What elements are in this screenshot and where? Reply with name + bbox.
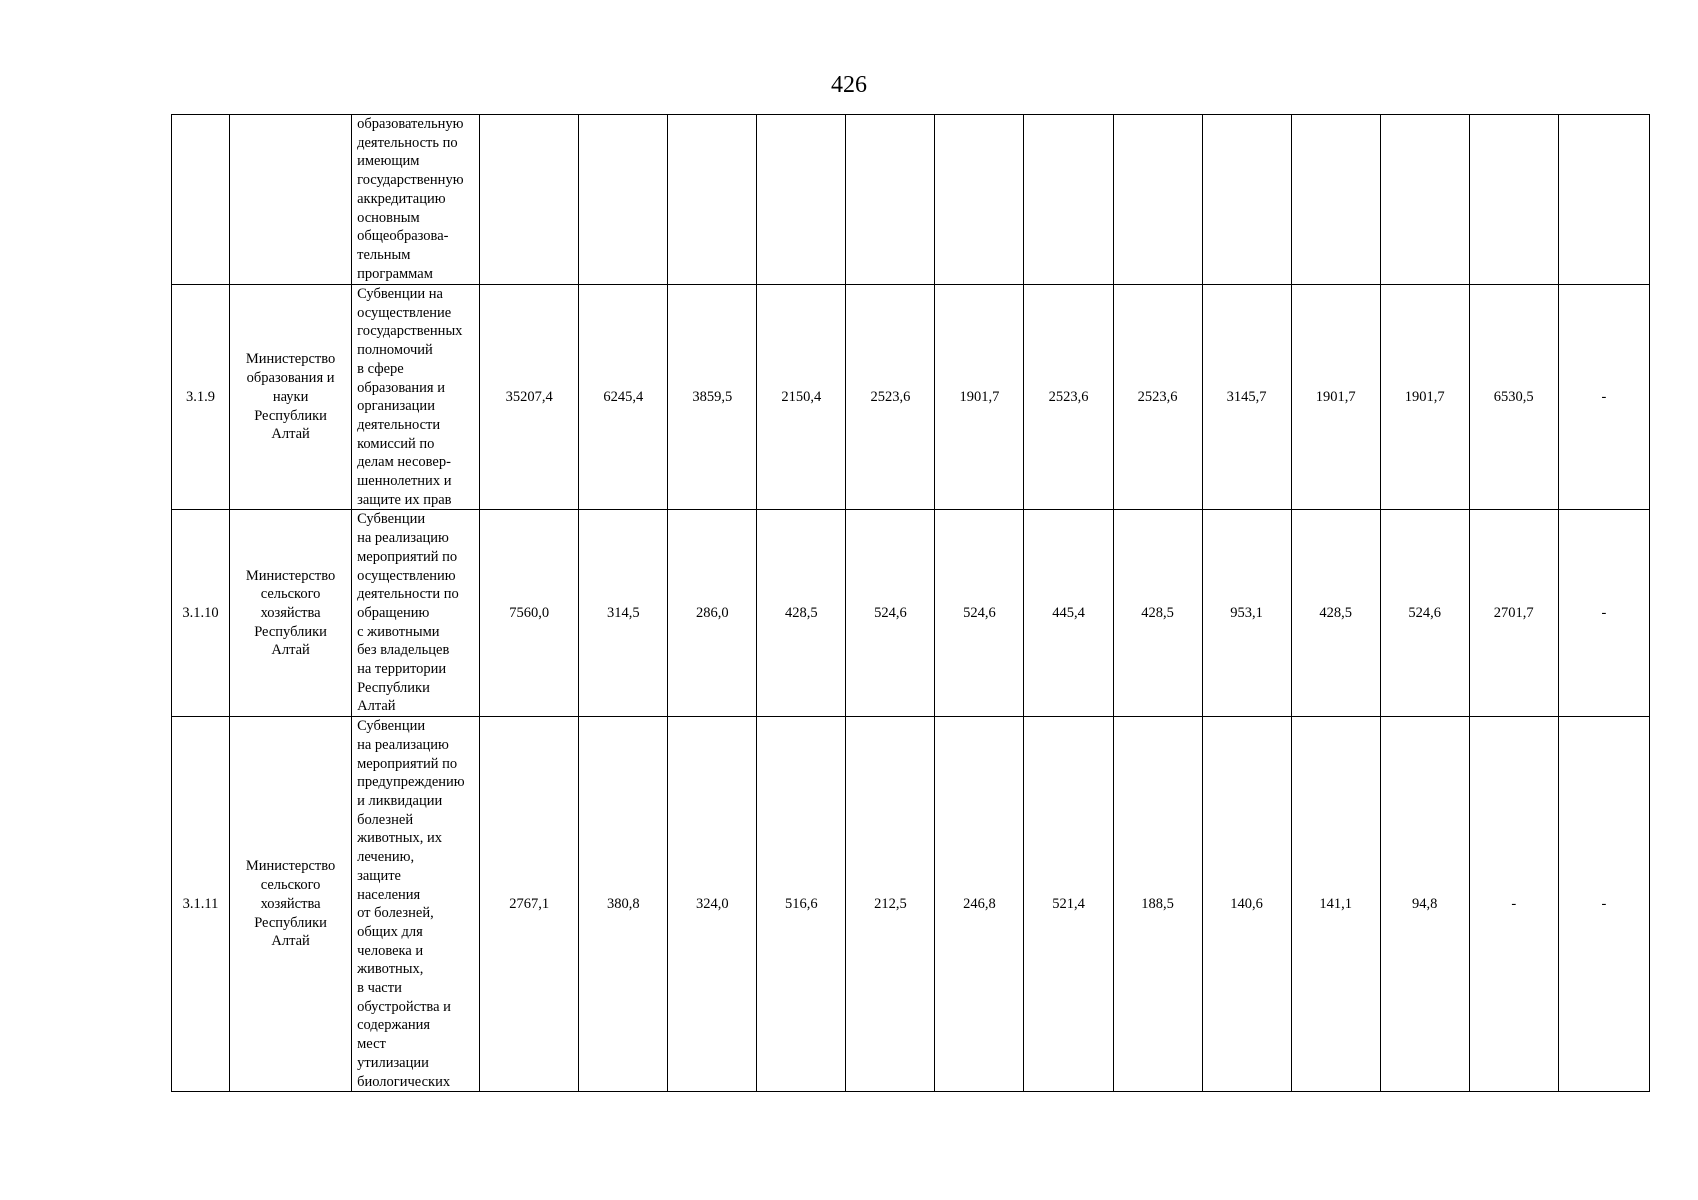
value-cell: 380,8 — [579, 717, 668, 1092]
value-cell: - — [1469, 717, 1558, 1092]
value-cell — [757, 115, 846, 285]
value-cell — [1291, 115, 1380, 285]
value-cell: - — [1558, 285, 1649, 510]
value-cell: 286,0 — [668, 510, 757, 717]
row-code — [172, 115, 230, 285]
value-cell: 6245,4 — [579, 285, 668, 510]
value-cell: 2767,1 — [480, 717, 579, 1092]
value-cell — [1380, 115, 1469, 285]
table-row — [172, 115, 1650, 285]
value-cell: 445,4 — [1024, 510, 1113, 717]
row-description: Субвенции на осуществление государственных полномочий в сфере образования и организации деятельности комиссий по делам несовер- шеннолетних и защите их прав — [352, 285, 480, 510]
value-cell: 2523,6 — [1113, 285, 1202, 510]
value-cell: 521,4 — [1024, 717, 1113, 1092]
value-cell: 524,6 — [846, 510, 935, 717]
row-organization: Министерство сельского хозяйства Республики Алтай — [230, 717, 352, 1092]
row-organization: Министерство образования и науки Республики Алтай — [230, 285, 352, 510]
value-cell: 3859,5 — [668, 285, 757, 510]
value-cell — [1558, 115, 1649, 285]
value-cell: 1901,7 — [935, 285, 1024, 510]
value-cell — [1113, 115, 1202, 285]
value-cell — [1469, 115, 1558, 285]
value-cell: 7560,0 — [480, 510, 579, 717]
value-cell: 953,1 — [1202, 510, 1291, 717]
value-cell: 94,8 — [1380, 717, 1469, 1092]
value-cell: 140,6 — [1202, 717, 1291, 1092]
value-cell: 428,5 — [1113, 510, 1202, 717]
value-cell — [1202, 115, 1291, 285]
value-cell: 6530,5 — [1469, 285, 1558, 510]
value-cell — [668, 115, 757, 285]
value-cell — [579, 115, 668, 285]
row-organization — [230, 115, 352, 285]
table-row — [172, 717, 1650, 1092]
value-cell — [480, 115, 579, 285]
value-cell: 141,1 — [1291, 717, 1380, 1092]
value-cell: 3145,7 — [1202, 285, 1291, 510]
row-code: 3.1.11 — [172, 717, 230, 1092]
value-cell — [1024, 115, 1113, 285]
value-cell: 2523,6 — [846, 285, 935, 510]
value-cell: 2523,6 — [1024, 285, 1113, 510]
value-cell: 324,0 — [668, 717, 757, 1092]
value-cell: 516,6 — [757, 717, 846, 1092]
table-row — [172, 285, 1650, 510]
value-cell: 212,5 — [846, 717, 935, 1092]
value-cell — [935, 115, 1024, 285]
value-cell: 35207,4 — [480, 285, 579, 510]
table-row — [172, 510, 1650, 717]
value-cell: - — [1558, 717, 1649, 1092]
value-cell: 1901,7 — [1291, 285, 1380, 510]
value-cell — [846, 115, 935, 285]
row-description: Субвенции на реализацию мероприятий по предупреждению и ликвидации болезней животных, их лечению, защите населения от болезней, общих для человека и животных, в части обустройства и содержания мест утилизации биологических — [352, 717, 480, 1092]
value-cell: 246,8 — [935, 717, 1024, 1092]
row-organization: Министерство сельского хозяйства Республики Алтай — [230, 510, 352, 717]
value-cell: 188,5 — [1113, 717, 1202, 1092]
row-description: образовательную деятельность по имеющим государственную аккредитацию основным общеобразова- тельным программам — [352, 115, 480, 285]
value-cell: 1901,7 — [1380, 285, 1469, 510]
row-code: 3.1.10 — [172, 510, 230, 717]
row-code: 3.1.9 — [172, 285, 230, 510]
row-description: Субвенции на реализацию мероприятий по осуществлению деятельности по обращению с животными без владельцев на территории Республики Алтай — [352, 510, 480, 717]
page-number: 426 — [831, 72, 867, 98]
value-cell: 314,5 — [579, 510, 668, 717]
value-cell: 524,6 — [935, 510, 1024, 717]
value-cell: - — [1558, 510, 1649, 717]
value-cell: 2150,4 — [757, 285, 846, 510]
value-cell: 428,5 — [1291, 510, 1380, 717]
value-cell: 2701,7 — [1469, 510, 1558, 717]
value-cell: 524,6 — [1380, 510, 1469, 717]
budget-table — [171, 114, 1650, 1092]
value-cell: 428,5 — [757, 510, 846, 717]
